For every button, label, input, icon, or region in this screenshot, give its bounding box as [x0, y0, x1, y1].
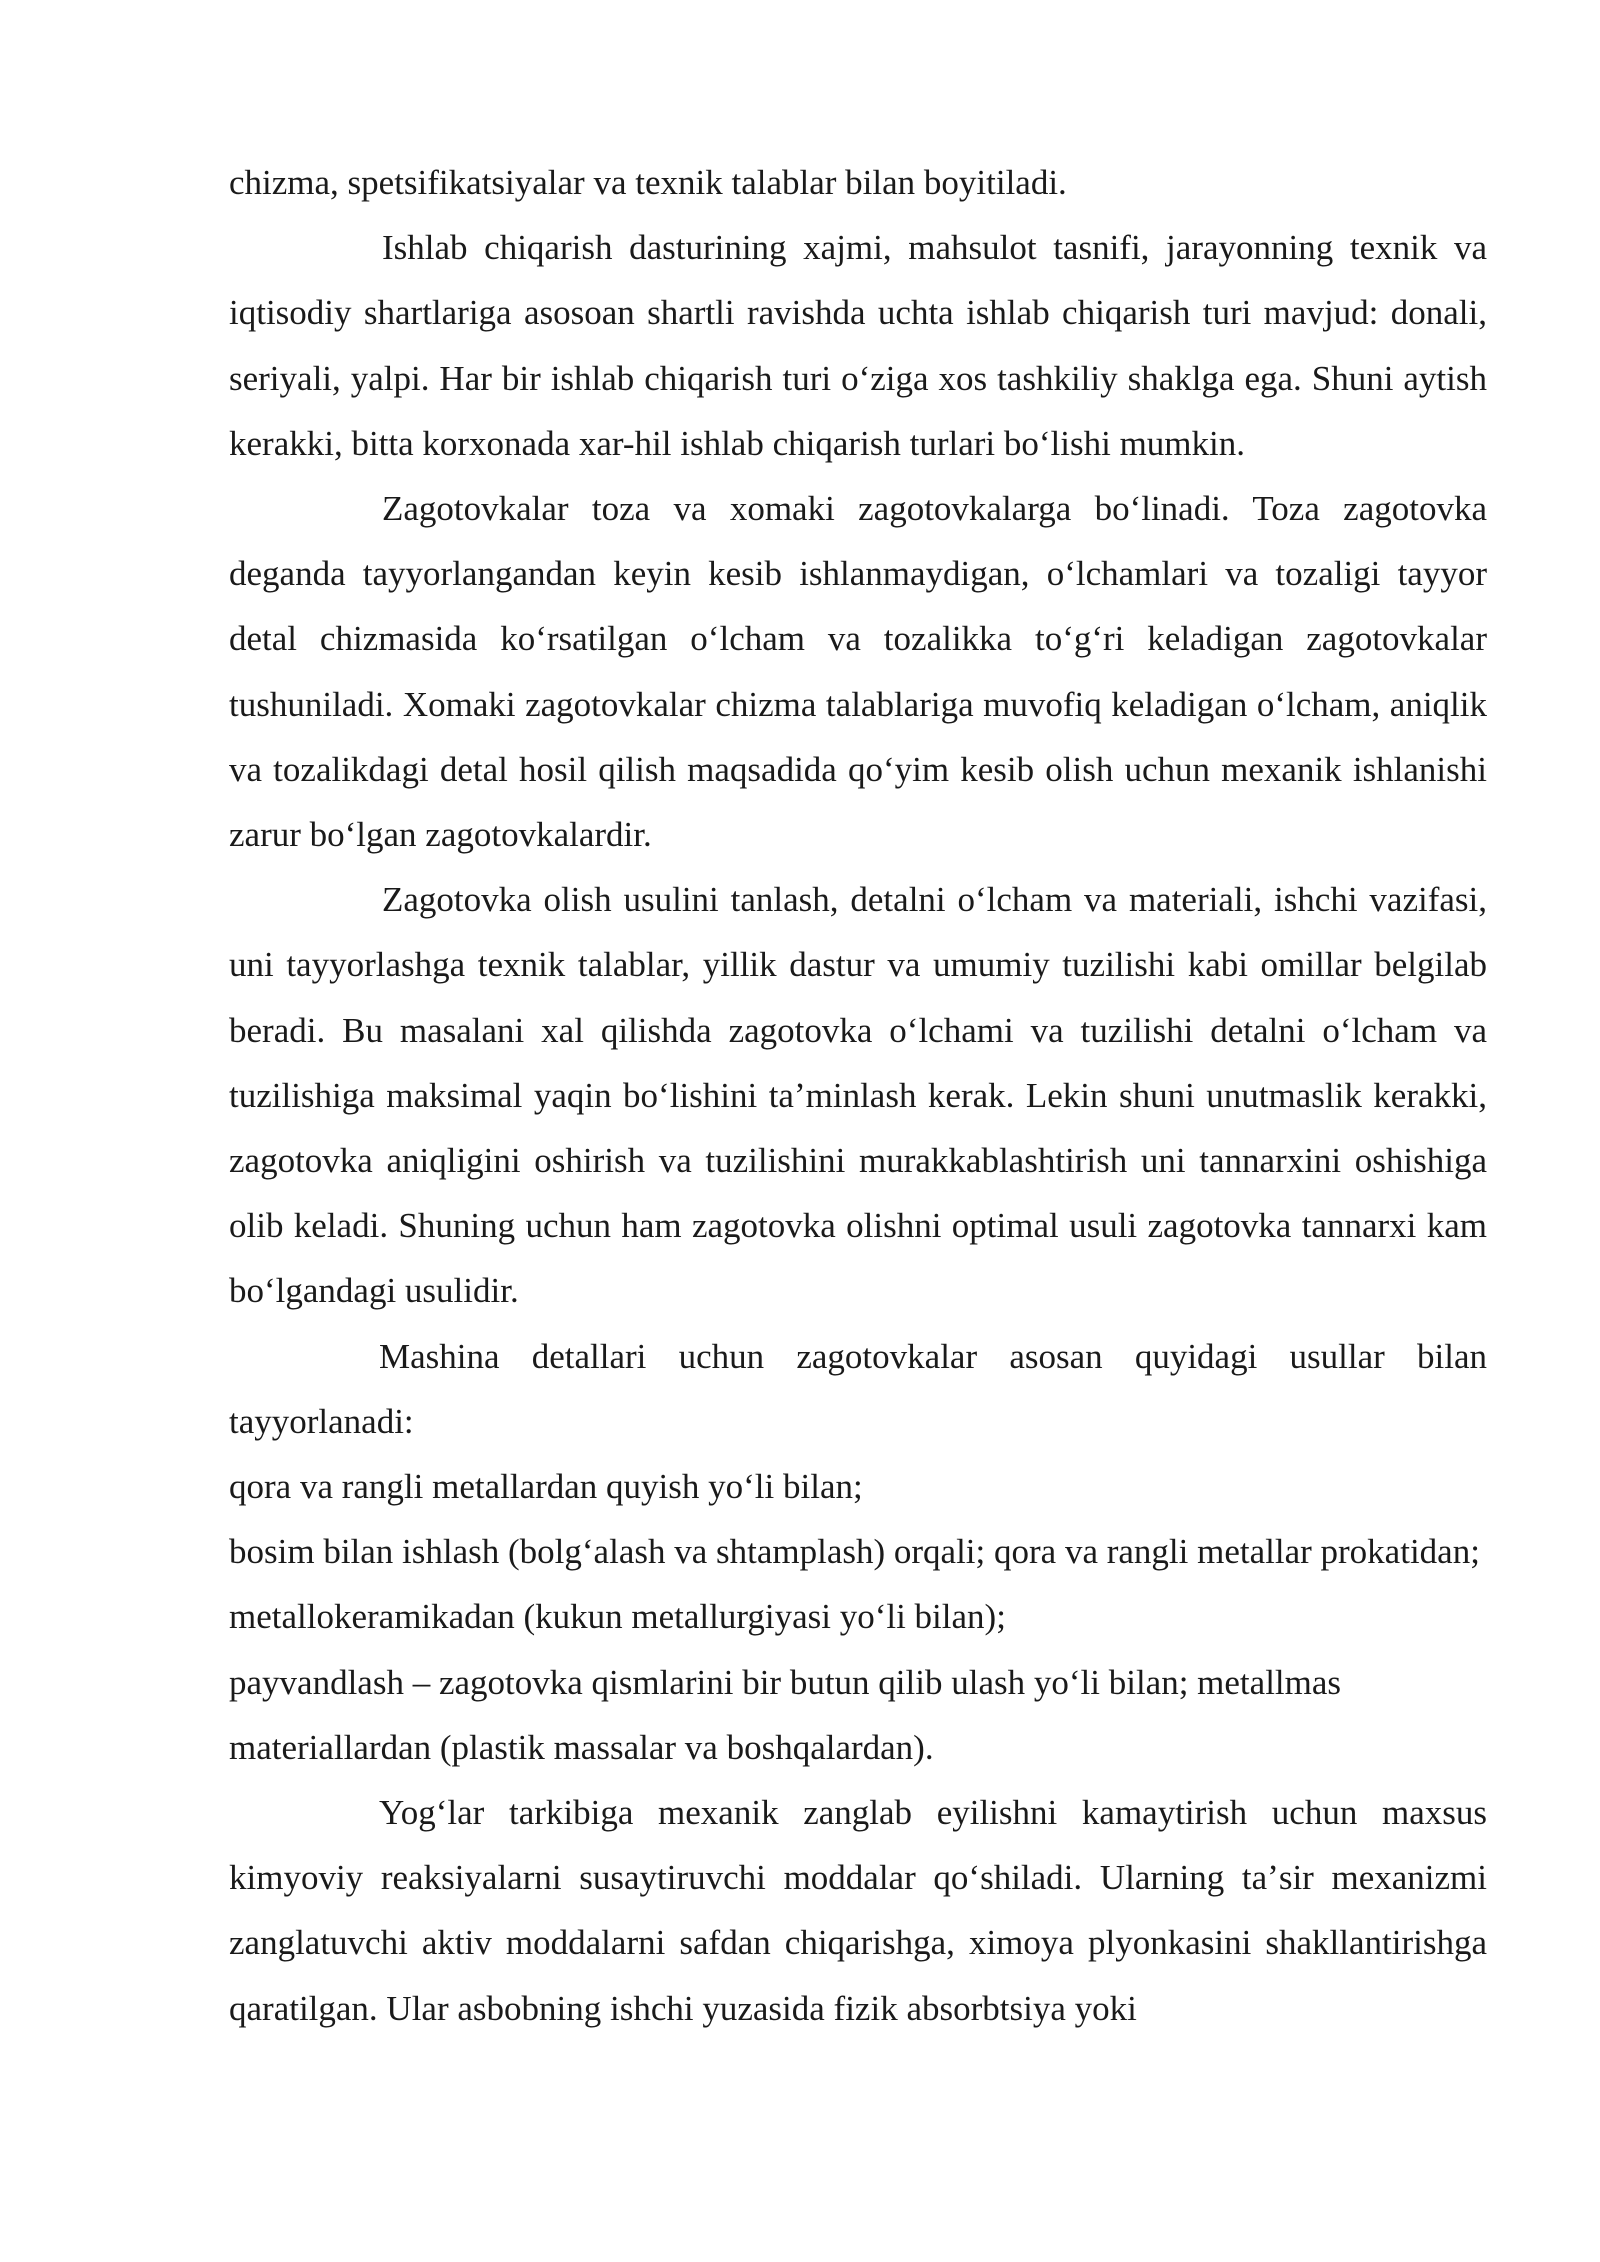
list-item-welding: payvandlash – zagotovka qismlarini bir butun qilib ulash yoʻli bilan; metallmas materiallardan (plastik massalar va boshqalardan). [229, 1662, 1342, 1767]
paragraph-blank-method-selection: Zagotovka olish usulini tanlash, detalni oʻlcham va materiali, ishchi vazifasi, uni tayyorlashga texnik talablar, yillik dastur va umumiy tuzilishi kabi omillar belgilab beradi. Bu masalani xal qilishda zagotovka oʻlchami va tuzilishi detalni oʻlcham va tuzilishiga maksimal yaqin boʻlishini taʼminlash kerak. Lekin shuni unutmaslik kerakki, zagotovka aniqligini oshirish va tuzilishini murakkablashtirish uni tannarxini oshishiga olib keladi. Shuning uchun ham zagotovka olishni optimal usuli zagotovka tannarxi kam boʻlgandagi usulidir. [229, 880, 1487, 1311]
paragraph-methods-intro: Mashina detallari uchun zagotovkalar asosan quyidagi usullar bilan tayyorlanadi: [229, 1336, 1487, 1441]
paragraph-lubricant-additives: Yogʻlar tarkibiga mexanik zanglab eyilishni kamaytirish uchun maxsus kimyoviy reaksiyalarni susaytiruvchi moddalar qoʻshiladi. Ularning taʼsir mexanizmi zanglatuvchi aktiv moddalarni safdan chiqarishga, ximoya plyonkasini shakllantirishga qaratilgan. Ular asbobning ishchi yuzasida fizik absorbtsiya yoki [229, 1793, 1487, 2028]
paragraph-blank-types: Zagotovkalar toza va xomaki zagotovkalarga boʻlinadi. Toza zagotovka deganda tayyorlangandan keyin kesib ishlanmaydigan, oʻlchamlari va tozaligi tayyor detal chizmasida koʻrsatilgan oʻlcham va tozalikka toʻgʻri keladigan zagotovkalar tushuniladi. Xomaki zagotovkalar chizma talablariga muvofiq keladigan oʻlcham, aniqlik va tozalikdagi detal hosil qilish maqsadida qoʻyim kesib olish uchun mexanik ishlanishi zarur boʻlgan zagotovkalardir. [229, 489, 1487, 855]
paragraph-continuation: chizma, spetsifikatsiyalar va texnik talablar bilan boyitiladi. [229, 163, 1067, 202]
list-item-casting: qora va rangli metallardan quyish yoʻli bilan; [229, 1467, 863, 1507]
paragraph-production-types: Ishlab chiqarish dasturining xajmi, mahsulot tasnifi, jarayonning texnik va iqtisodiy shartlariga asosoan shartli ravishda uchta ishlab chiqarish turi mavjud: donali, seriyali, yalpi. Har bir ishlab chiqarish turi oʻziga xos tashkiliy shaklga ega. Shuni aytish kerakki, bitta korxonada xar-hil ishlab chiqarish turlari boʻlishi mumkin. [229, 228, 1487, 463]
list-item-pressure-working: bosim bilan ishlash (bolgʻalash va shtamplash) orqali; qora va rangli metallar prokatidan; metallokeramikadan (kukun metallurgiyasi yoʻli bilan); [229, 1532, 1480, 1637]
document-body [229, 150, 1487, 2041]
